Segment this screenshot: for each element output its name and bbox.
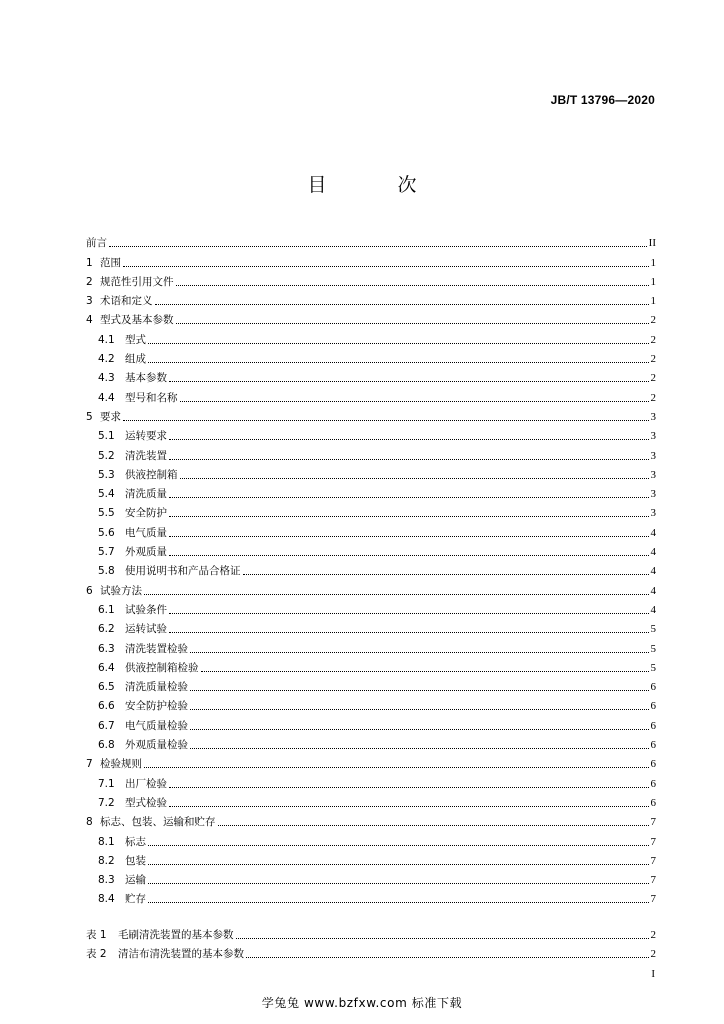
toc-entry-label: 清洗装置检验 [125,642,188,655]
dot-leader [176,322,649,324]
toc-entry-label-group [98,796,167,810]
toc-entry-number: 4.1 [98,333,115,346]
dot-leader [144,593,649,595]
toc-entry-page: 4 [650,584,656,597]
toc-entry[interactable] [86,694,656,713]
dot-leader [176,284,649,286]
toc-entry[interactable] [86,791,656,810]
toc-entry-number: 6.8 [98,739,115,752]
toc-entry-label: 前言 [86,237,107,250]
footer-watermark: 学兔兔 www.bzfxw.com 标准下载 [261,996,463,1010]
toc-entry-page: 5 [650,642,656,655]
toc-entry-label: 供液控制箱检验 [125,661,199,674]
toc-entry-label-group [98,391,178,405]
toc-entry-label-group [98,719,188,733]
toc-entry[interactable] [86,231,656,250]
dot-leader [123,265,649,267]
toc-entry[interactable] [86,849,656,868]
toc-entry-page: 4 [650,565,656,578]
toc-entry-page: 6 [650,796,656,809]
dot-leader [169,554,649,556]
toc-entry-label: 型式检验 [125,796,167,809]
toc-entry-label-group [86,275,174,289]
toc-entry-label: 使用说明书和产品合格证 [125,565,241,578]
toc-entry[interactable] [86,482,656,501]
toc-entry-label-group [98,835,146,849]
toc-entry-label-group [98,699,188,713]
toc-entry-label-group [98,371,167,385]
toc-entry-page: 7 [650,816,656,829]
toc-entry-page: 2 [650,314,656,327]
toc-entry[interactable] [86,656,656,675]
toc-entry-number: 4.2 [98,353,115,366]
toc-entry-label: 毛刷清洗装置的基本参数 [118,928,234,941]
toc-entry[interactable] [86,424,656,443]
toc-entry[interactable] [86,347,656,366]
toc-entry-number: 7.2 [98,796,115,809]
toc-entry[interactable] [86,868,656,887]
toc-entry[interactable] [86,922,656,941]
dot-leader [169,612,649,614]
toc-entry-label-group [98,642,188,656]
toc-entry-number: 3 [86,295,93,308]
dot-leader [148,361,649,363]
toc-entry-page: 7 [650,835,656,848]
toc-entry-page: 1 [650,275,656,288]
toc-entry[interactable] [86,366,656,385]
toc-entry-page: 3 [650,410,656,423]
dot-leader [190,651,649,653]
toc-entry-label-group [86,294,153,308]
toc-entry-number: 5.2 [98,449,115,462]
dot-leader [243,573,649,575]
dot-leader [169,805,649,807]
toc-entry[interactable] [86,559,656,578]
toc-entry-label: 型式及基本参数 [100,314,174,327]
toc-entry-page: 2 [650,333,656,346]
toc-entry-page: 7 [650,854,656,867]
toc-entry-page: 3 [650,507,656,520]
dot-leader [218,824,649,826]
toc-entry-page: 2 [650,372,656,385]
dot-leader [148,882,649,884]
toc-entry-label: 包装 [125,854,146,867]
toc-entry-number: 5.1 [98,430,115,443]
toc-entry-label: 安全防护检验 [125,700,188,713]
toc-entry-page: 6 [650,700,656,713]
toc-entry-label: 出厂检验 [125,777,167,790]
toc-entry[interactable] [86,598,656,617]
toc-entry-number: 7.1 [98,777,115,790]
toc-entry-label-group [86,757,142,771]
toc-entry-page: 4 [650,546,656,559]
toc-entry-page: II [648,237,656,250]
toc-entry-page: 6 [650,777,656,790]
toc-entry-number: 8.4 [98,893,115,906]
toc-entry-number: 8.2 [98,854,115,867]
toc-entry-label-group [86,410,121,424]
toc-entry-label: 型号和名称 [125,391,178,404]
toc-entry-label-group [98,429,167,443]
toc-entry-label: 清洁布清洗装置的基本参数 [118,947,244,960]
toc-entry-label-group [86,947,244,961]
dot-leader [169,515,649,517]
toc-entry[interactable] [86,270,656,289]
dot-leader [190,689,649,691]
table-of-contents [86,231,656,961]
toc-entry-number: 6.2 [98,623,115,636]
toc-entry-label-group [86,256,121,270]
toc-entry-page: 6 [650,681,656,694]
toc-entry-label-group [98,854,146,868]
toc-entry-label: 外观质量检验 [125,739,188,752]
standard-code: JB/T 13796—2020 [550,93,655,107]
toc-entry-label: 型式 [125,333,146,346]
dot-leader [169,438,649,440]
toc-entry-number: 1 [86,256,93,269]
toc-entry-label: 检验规则 [100,758,142,771]
toc-title: 目 次 [307,174,443,196]
toc-entry-page: 3 [650,488,656,501]
toc-entry-label: 标志、包装、运输和贮存 [100,816,216,829]
toc-entry-number: 6.7 [98,719,115,732]
toc-entry-label: 要求 [100,410,121,423]
toc-entry-page: 2 [650,928,656,941]
toc-entry-number: 表 2 [86,947,107,960]
toc-entry-label: 组成 [125,353,146,366]
toc-entry[interactable] [86,733,656,752]
dot-leader [123,419,649,421]
toc-entry[interactable] [86,829,656,848]
toc-entry-label-group [86,584,142,598]
toc-entry-number: 5 [86,410,93,423]
toc-entry-page: 3 [650,449,656,462]
toc-entry-label: 安全防护 [125,507,167,520]
toc-entry-number: 4 [86,314,93,327]
toc-entry-label: 范围 [100,256,121,269]
toc-entry[interactable] [86,520,656,539]
dot-leader [169,458,649,460]
toc-entry-number: 8 [86,816,93,829]
toc-entry[interactable] [86,463,656,482]
toc-entry-number: 6.4 [98,661,115,674]
toc-entry[interactable] [86,752,656,771]
toc-entry-number: 6.6 [98,700,115,713]
toc-entry-label-group [98,892,146,906]
toc-entry-label: 运转试验 [125,623,167,636]
toc-entry-number: 4.3 [98,372,115,385]
toc-entry-page: 5 [650,623,656,636]
dot-leader [190,728,649,730]
toc-entry-number: 5.3 [98,468,115,481]
toc-entry-label: 规范性引用文件 [100,275,174,288]
toc-entry[interactable] [86,443,656,462]
dot-leader [169,535,649,537]
toc-entry-number: 8.3 [98,874,115,887]
toc-entry-number: 6.1 [98,603,115,616]
toc-entry-number: 5.4 [98,488,115,501]
toc-entry[interactable] [86,501,656,520]
toc-entry-label-group [86,928,234,942]
toc-entry-label-group [98,526,167,540]
toc-entry-number: 2 [86,275,93,288]
toc-entry-label-group [98,333,146,347]
toc-entry[interactable] [86,578,656,597]
toc-entry-label-group [98,487,167,501]
toc-entry[interactable] [86,250,656,269]
toc-spacer [86,906,656,922]
toc-entry-label: 试验条件 [125,603,167,616]
toc-entry-label: 运转要求 [125,430,167,443]
toc-entry-label: 电气质量 [125,526,167,539]
toc-entry[interactable] [86,713,656,732]
toc-entry[interactable] [86,385,656,404]
toc-entry-label-group [98,873,146,887]
toc-entry-page: 6 [650,739,656,752]
dot-leader [169,786,649,788]
toc-entry-label: 清洗质量检验 [125,681,188,694]
toc-entry-number: 6 [86,584,93,597]
toc-entry-page: 2 [650,353,656,366]
toc-entry-label: 电气质量检验 [125,719,188,732]
toc-entry-label: 清洗质量 [125,488,167,501]
dot-leader [144,766,649,768]
toc-entry-number: 6.3 [98,642,115,655]
dot-leader [148,863,649,865]
dot-leader [180,477,649,479]
toc-entry[interactable] [86,942,656,961]
toc-entry-page: 4 [650,603,656,616]
toc-entry-label-group [98,564,241,578]
toc-entry-label-group [98,468,178,482]
toc-entry-label-group [98,506,167,520]
toc-entry[interactable] [86,405,656,424]
toc-entry-page: 5 [650,661,656,674]
toc-entry-label: 贮存 [125,893,146,906]
toc-entry-label: 运输 [125,874,146,887]
dot-leader [109,245,647,247]
toc-entry-label: 试验方法 [100,584,142,597]
dot-leader [148,901,649,903]
toc-entry-page: 1 [650,256,656,269]
toc-entry-label: 术语和定义 [100,295,153,308]
toc-entry-label-group [98,545,167,559]
toc-entry-page: 3 [650,468,656,481]
toc-entry-number: 5.7 [98,546,115,559]
dot-leader [190,747,649,749]
toc-entry-number: 4.4 [98,391,115,404]
toc-entry-page: 7 [650,893,656,906]
toc-entry-page: 6 [650,719,656,732]
toc-entry-number: 5.5 [98,507,115,520]
toc-entry-page: 7 [650,874,656,887]
dot-leader [246,956,649,958]
dot-leader [236,937,649,939]
toc-entry[interactable] [86,617,656,636]
toc-entry[interactable] [86,887,656,906]
dot-leader [169,631,649,633]
toc-entry-number: 7 [86,758,93,771]
toc-entry-number: 表 1 [86,928,107,941]
toc-entry-label-group [86,236,107,250]
toc-entry-number: 5.6 [98,526,115,539]
toc-entry[interactable] [86,636,656,655]
toc-entry-label-group [86,815,216,829]
toc-entry-label-group [98,777,167,791]
dot-leader [148,342,649,344]
toc-entry-label: 外观质量 [125,546,167,559]
toc-entry[interactable] [86,327,656,346]
toc-entry[interactable] [86,308,656,327]
dot-leader [190,708,649,710]
toc-entry-label-group [98,352,146,366]
toc-entry-label: 供液控制箱 [125,468,178,481]
toc-entry[interactable] [86,675,656,694]
toc-entry-label-group [98,449,167,463]
toc-entry[interactable] [86,540,656,559]
dot-leader [169,380,649,382]
toc-entry-label-group [98,661,199,675]
toc-entry-label: 标志 [125,835,146,848]
dot-leader [201,670,649,672]
page-number: I [651,968,655,980]
toc-entry[interactable] [86,289,656,308]
toc-entry[interactable] [86,771,656,790]
toc-entry-label: 基本参数 [125,372,167,385]
dot-leader [169,496,649,498]
toc-entry-number: 5.8 [98,565,115,578]
toc-entry[interactable] [86,810,656,829]
dot-leader [148,844,649,846]
toc-entry-number: 6.5 [98,681,115,694]
dot-leader [180,400,649,402]
toc-entry-page: 6 [650,758,656,771]
toc-entry-label-group [98,603,167,617]
toc-entry-label-group [98,622,167,636]
toc-entry-label-group [98,680,188,694]
toc-entry-page: 2 [650,391,656,404]
toc-entry-number: 8.1 [98,835,115,848]
toc-entry-page: 3 [650,430,656,443]
toc-entry-page: 1 [650,295,656,308]
toc-entry-page: 4 [650,526,656,539]
toc-entry-label: 清洗装置 [125,449,167,462]
toc-entry-label-group [86,313,174,327]
toc-entry-label-group [98,738,188,752]
dot-leader [155,303,649,305]
toc-entry-page: 2 [650,947,656,960]
